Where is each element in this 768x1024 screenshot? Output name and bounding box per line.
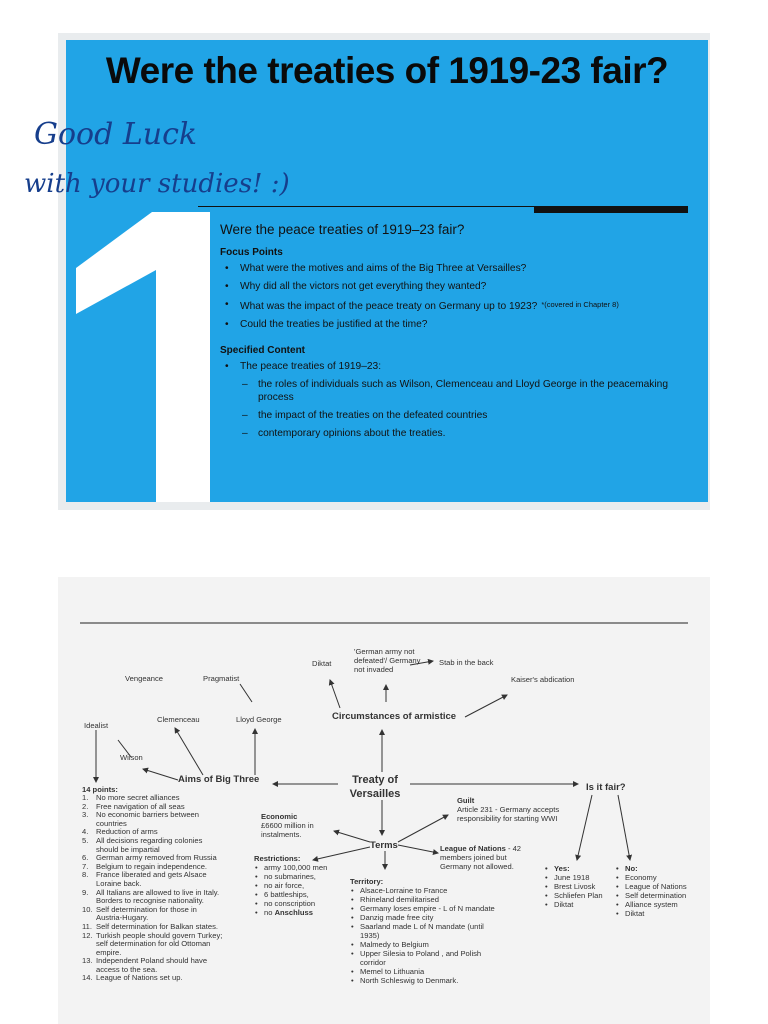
point-item: 10. Self determination for those in Austria-Hugary.	[82, 904, 197, 923]
territory-item: • Alsace-Lorraine to France	[350, 886, 500, 895]
yes-item: • Schliefen Plan	[544, 891, 603, 900]
point-item: 12. Turkish people should govern Turkey; self determination for old Ottoman empire.	[82, 930, 223, 957]
focus-heading: Focus Points	[220, 247, 283, 258]
league-text: - 42 members joined but Germany not allowed.	[440, 844, 522, 871]
anschluss-text: Anschluss	[274, 908, 313, 917]
wilson-label: Wilson	[120, 753, 143, 762]
restrictions-heading: Restrictions:	[254, 854, 301, 863]
main-question: Were the peace treaties of 1919–23 fair?	[220, 222, 465, 237]
content-subpoint: – contemporary opinions about the treaties.	[220, 427, 700, 440]
yes-heading: • Yes:	[544, 864, 603, 873]
point-item: 8. France liberated and gets Alsace Loraine back.	[82, 870, 207, 888]
league-heading: League of Nations	[440, 844, 506, 853]
army-not-defeated-label: 'German army not defeated'/ Germany not invaded	[354, 647, 421, 674]
content-list	[220, 360, 700, 440]
league-block	[440, 844, 532, 871]
point-item: 7. Belgium to regain independence.	[82, 861, 208, 871]
economic-block	[261, 812, 331, 839]
point-item: 11. Self determination for Balkan states.	[82, 921, 218, 931]
chapter-number-text: 1	[76, 212, 77, 213]
handwritten-note	[24, 112, 364, 202]
economic-text: £6600 million in instalments.	[261, 821, 314, 839]
focus-list	[220, 262, 700, 331]
territory-list	[350, 886, 500, 985]
territory-item: • North Schleswig to Denmark.	[350, 976, 500, 985]
aims-node: Aims of Big Three	[178, 774, 260, 785]
content-subpoint: – the impact of the treaties on the defeated countries	[220, 409, 700, 422]
svg-text:with your studies! :): with your studies! :)	[24, 169, 290, 199]
svg-text:Good Luck: Good Luck	[34, 117, 198, 152]
territory-item: • Germany loses empire - L of N mandate	[350, 904, 500, 913]
no-item: • League of Nations	[615, 882, 687, 891]
territory-item: • Memel to Lithuania	[350, 967, 500, 976]
restrictions-block	[254, 854, 327, 917]
focus-point: • What were the motives and aims of the Big Three at Versailles?	[220, 262, 700, 275]
point-item: 3. No economic barriers between countries	[82, 810, 199, 828]
fourteen-points	[82, 785, 224, 983]
no-item: • Self determination	[615, 891, 687, 900]
stab-label: Stab in the back	[439, 658, 494, 667]
mind-map	[58, 577, 710, 1024]
yes-list	[544, 864, 603, 873]
yes-block	[544, 864, 603, 909]
restriction-item: • no submarines,	[254, 872, 327, 881]
no-item: • Economy	[615, 873, 687, 882]
no-item: • Alliance system	[615, 900, 687, 909]
kaiser-label: Kaiser's abdication	[511, 675, 575, 684]
restriction-item: • no conscription	[254, 899, 327, 908]
restriction-item: • army 100,000 men	[254, 863, 327, 872]
restriction-item: • 6 battleships,	[254, 890, 327, 899]
focus-point: • Could the treaties be justified at the time?	[220, 318, 700, 331]
territory-item: • Rhineland demilitarised	[350, 895, 500, 904]
restriction-item: • no Anschluss	[254, 908, 327, 917]
idealist-label: Idealist	[84, 721, 109, 730]
yes-item: • Brest Livosk	[544, 882, 603, 891]
economic-heading: Economic	[261, 812, 298, 821]
pragmatist-label: Pragmatist	[203, 674, 240, 683]
point-item: 9. All Italians are allowed to live in Italy. Borders to recognise nationality.	[82, 887, 220, 906]
chapter-number-one	[76, 212, 212, 502]
fair-node: Is it fair?	[586, 782, 626, 793]
content-point: • The peace treaties of 1919–23:	[220, 360, 700, 373]
circumstances-node: Circumstances of armistice	[332, 711, 457, 722]
guilt-block	[457, 796, 577, 823]
territory-item: • Saarland made L of N mandate (until 1935)	[350, 922, 500, 940]
point-item: 1. No more secret alliances	[82, 793, 180, 802]
point-item: 14. League of Nations set up.	[82, 973, 183, 983]
point-item: 4. Reduction of arms	[82, 827, 158, 837]
focus-note: *(covered in Chapter 8)	[541, 300, 619, 309]
guilt-heading: Guilt	[457, 796, 475, 805]
no-list	[615, 864, 687, 873]
no-heading: • No:	[615, 864, 687, 873]
points-heading: 14 points:	[82, 785, 118, 794]
center-node: Treaty of Versailles	[349, 774, 401, 800]
focus-point: • Why did all the victors not get everything they wanted?	[220, 280, 700, 293]
title-slide	[66, 40, 708, 502]
point-item: 13. Independent Poland should have access to the sea.	[82, 956, 208, 974]
guilt-text: Article 231 - Germany accepts responsibility for starting WWI	[457, 805, 560, 823]
slide-title: Were the treaties of 1919-23 fair?	[105, 50, 669, 91]
clemenceau-label: Clemenceau	[157, 715, 200, 724]
point-item: 2. Free navigation of all seas	[82, 801, 185, 811]
restriction-item: • no air force,	[254, 881, 327, 890]
content-subpoint: – the roles of individuals such as Wilson, Clemenceau and Lloyd George in the peacemaking process	[220, 378, 700, 404]
lloyd-george-label: Lloyd George	[236, 715, 282, 724]
restrictions-list	[254, 863, 327, 917]
title-rule-thick	[534, 207, 688, 213]
point-item: 6. German army removed from Russia	[82, 853, 217, 863]
content-heading: Specified Content	[220, 345, 306, 356]
no-block	[615, 864, 687, 918]
territory-heading: Territory:	[350, 877, 384, 886]
territory-block	[350, 877, 500, 985]
point-item: 5. All decisions regarding colonies should be impartial	[82, 835, 203, 854]
territory-item: • Malmedy to Belgium	[350, 940, 500, 949]
points-list	[82, 794, 224, 983]
chapter-content	[220, 222, 700, 450]
yes-item: • June 1918	[544, 873, 603, 882]
diktat-label: Diktat	[312, 659, 332, 668]
territory-item: • Danzig made free city	[350, 913, 500, 922]
focus-point: • What was the impact of the peace treaty on Germany up to 1923? *(covered in Chapter 8)	[220, 298, 700, 313]
yes-item: • Diktat	[544, 900, 603, 909]
territory-item: • Upper Silesia to Poland , and Polish corridor	[350, 949, 500, 967]
vengeance-label: Vengeance	[125, 674, 164, 683]
terms-node: Terms	[370, 840, 398, 851]
no-item: • Diktat	[615, 909, 687, 918]
